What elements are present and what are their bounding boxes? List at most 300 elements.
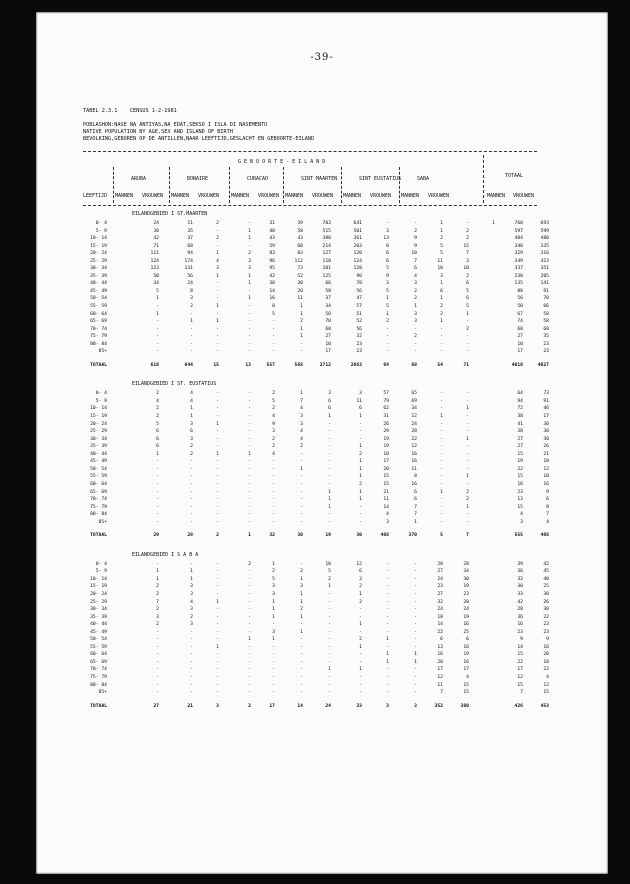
- value-cell: -: [359, 436, 362, 442]
- value-cell: 24: [325, 703, 331, 709]
- value-cell: -: [156, 504, 159, 510]
- table-row: [83, 576, 549, 584]
- value-cell: 1: [466, 436, 469, 442]
- age-group-label: 0- 4: [95, 561, 107, 567]
- value-cell: -: [466, 414, 469, 420]
- age-group-label: TOTAAL: [90, 362, 107, 368]
- age-group-label: 70- 74: [90, 326, 107, 332]
- population-table: [83, 149, 549, 710]
- value-cell: -: [386, 334, 389, 340]
- value-cell: 5: [440, 533, 443, 539]
- value-cell: -: [300, 451, 303, 457]
- women-header: VROUWEN: [370, 193, 392, 199]
- value-cell: 23: [356, 341, 362, 347]
- women-header: VROUWEN: [258, 193, 280, 199]
- value-cell: 4: [466, 674, 469, 680]
- value-cell: -: [386, 607, 389, 613]
- value-cell: 128: [353, 266, 362, 272]
- value-cell: 3: [216, 266, 219, 272]
- value-cell: 37: [187, 236, 193, 242]
- table-body: [83, 209, 549, 710]
- value-cell: 15: [463, 690, 469, 696]
- value-cell: 2: [414, 228, 417, 234]
- table-row: [83, 674, 549, 682]
- value-cell: 95: [269, 266, 275, 272]
- value-cell: 5: [466, 288, 469, 294]
- header-rule: [83, 205, 537, 207]
- value-cell: -: [190, 497, 193, 503]
- value-cell: 20: [383, 466, 389, 472]
- value-cell: 96: [269, 258, 275, 264]
- value-cell: 760: [514, 221, 523, 226]
- value-cell: -: [386, 326, 389, 332]
- value-cell: -: [272, 519, 275, 525]
- value-cell: 1: [300, 599, 303, 605]
- value-cell: 24: [187, 281, 193, 287]
- value-cell: 9: [414, 243, 417, 249]
- value-cell: 22: [411, 436, 417, 442]
- value-cell: 1: [440, 296, 443, 302]
- value-cell: -: [190, 504, 193, 510]
- table-row: [83, 504, 549, 512]
- value-cell: 1: [216, 304, 219, 310]
- value-cell: 124: [150, 258, 159, 264]
- value-cell: -: [216, 444, 219, 450]
- value-cell: -: [466, 459, 469, 465]
- value-cell: 2: [156, 607, 159, 613]
- value-cell: -: [248, 504, 251, 510]
- age-group-label: 70- 74: [90, 497, 107, 503]
- value-cell: -: [156, 497, 159, 503]
- value-cell: 52: [297, 273, 303, 279]
- value-cell: 2: [440, 304, 443, 310]
- value-cell: -: [328, 421, 331, 427]
- value-cell: 91: [543, 288, 549, 294]
- value-cell: 2: [359, 584, 362, 590]
- table-row: [83, 591, 549, 599]
- value-cell: 22: [543, 667, 549, 673]
- value-cell: 13: [245, 362, 251, 368]
- value-cell: 56: [356, 326, 362, 332]
- age-group-label: 5- 9: [95, 569, 107, 575]
- value-cell: 1: [440, 414, 443, 420]
- value-cell: 45: [543, 569, 549, 575]
- value-cell: 3: [386, 519, 389, 525]
- value-cell: 1: [272, 614, 275, 620]
- value-cell: 11: [411, 466, 417, 472]
- value-cell: -: [190, 682, 193, 688]
- value-cell: 453: [540, 703, 549, 709]
- value-cell: -: [414, 629, 417, 635]
- value-cell: 6: [156, 429, 159, 435]
- value-cell: 1: [248, 281, 251, 287]
- value-cell: -: [272, 326, 275, 332]
- value-cell: 27: [325, 334, 331, 340]
- column-divider: [341, 167, 342, 203]
- value-cell: 2: [190, 444, 193, 450]
- value-cell: 60: [517, 326, 523, 332]
- value-cell: 42: [543, 561, 549, 567]
- value-cell: 1: [190, 319, 193, 325]
- table-row: [83, 235, 549, 243]
- value-cell: -: [272, 497, 275, 503]
- value-cell: 480: [540, 236, 549, 242]
- value-cell: 13: [383, 236, 389, 242]
- value-cell: -: [440, 429, 443, 435]
- value-cell: 380: [322, 236, 331, 242]
- value-cell: -: [248, 614, 251, 620]
- value-cell: 42: [517, 599, 523, 605]
- age-group-label: 55- 59: [90, 474, 107, 480]
- value-cell: 6: [466, 281, 469, 287]
- value-cell: 51: [356, 311, 362, 317]
- value-cell: 26: [543, 599, 549, 605]
- value-cell: -: [248, 466, 251, 472]
- value-cell: 3: [440, 273, 443, 279]
- table-row: [83, 220, 549, 228]
- value-cell: -: [216, 519, 219, 525]
- value-cell: 1: [248, 533, 251, 539]
- value-cell: 23: [543, 349, 549, 355]
- value-cell: -: [216, 682, 219, 688]
- value-cell: 4018: [511, 362, 523, 368]
- value-cell: -: [440, 334, 443, 340]
- value-cell: 24: [463, 607, 469, 613]
- value-cell: 1: [156, 451, 159, 457]
- value-cell: -: [216, 614, 219, 620]
- value-cell: 1: [216, 599, 219, 605]
- value-cell: 2: [386, 319, 389, 325]
- age-group-label: 80- 84: [90, 682, 107, 688]
- value-cell: 66: [325, 281, 331, 287]
- value-cell: -: [440, 466, 443, 472]
- value-cell: -: [156, 474, 159, 480]
- value-cell: -: [466, 421, 469, 427]
- value-cell: -: [440, 451, 443, 457]
- value-cell: -: [328, 607, 331, 613]
- value-cell: 2: [190, 451, 193, 457]
- value-cell: 70: [325, 319, 331, 325]
- value-cell: 3: [386, 228, 389, 234]
- table-row: [83, 243, 549, 251]
- value-cell: 4: [520, 512, 523, 518]
- value-cell: -: [328, 436, 331, 442]
- value-cell: 3: [190, 607, 193, 613]
- value-cell: -: [328, 652, 331, 658]
- age-group-label: 30- 34: [90, 436, 107, 442]
- value-cell: 4: [190, 599, 193, 605]
- value-cell: -: [466, 512, 469, 518]
- value-cell: 1: [190, 414, 193, 420]
- value-cell: 10: [325, 561, 331, 567]
- value-cell: 6: [546, 497, 549, 503]
- age-group-label: 25- 29: [90, 429, 107, 435]
- value-cell: 15: [213, 362, 219, 368]
- value-cell: 2712: [319, 362, 331, 368]
- value-cell: -: [440, 436, 443, 442]
- value-cell: -: [216, 326, 219, 332]
- value-cell: -: [466, 391, 469, 397]
- value-cell: 568: [294, 362, 303, 368]
- value-cell: 17: [517, 667, 523, 673]
- value-cell: 30: [297, 533, 303, 539]
- table-row: [83, 599, 549, 607]
- value-cell: 3: [414, 311, 417, 317]
- value-cell: 1: [216, 644, 219, 650]
- value-cell: 14: [383, 504, 389, 510]
- value-cell: 2: [216, 533, 219, 539]
- value-cell: -: [248, 591, 251, 597]
- value-cell: 79: [383, 398, 389, 404]
- value-cell: 1: [300, 614, 303, 620]
- island-header: SINT MAARTEN: [301, 176, 338, 182]
- value-cell: 2: [414, 296, 417, 302]
- value-cell: -: [440, 398, 443, 404]
- value-cell: -: [386, 569, 389, 575]
- value-cell: 337: [514, 266, 523, 272]
- value-cell: -: [386, 591, 389, 597]
- value-cell: -: [216, 607, 219, 613]
- men-header: MANNEN: [115, 193, 134, 199]
- value-cell: 30: [543, 436, 549, 442]
- value-cell: 33: [517, 591, 523, 597]
- value-cell: 19: [463, 614, 469, 620]
- value-cell: 6: [359, 406, 362, 412]
- value-cell: 17: [543, 414, 549, 420]
- table-row: [83, 258, 549, 266]
- value-cell: -: [328, 644, 331, 650]
- value-cell: 2: [156, 391, 159, 397]
- value-cell: -: [216, 288, 219, 294]
- age-header: LEEFTIJD: [83, 193, 108, 199]
- value-cell: 2: [440, 236, 443, 242]
- value-cell: 2: [359, 451, 362, 457]
- value-cell: -: [190, 311, 193, 317]
- value-cell: -: [190, 489, 193, 495]
- value-cell: 214: [322, 243, 331, 249]
- column-divider: [399, 167, 400, 203]
- value-cell: 127: [322, 251, 331, 257]
- value-cell: 27: [437, 569, 443, 575]
- value-cell: 60: [297, 243, 303, 249]
- value-cell: 23: [517, 489, 523, 495]
- value-cell: 94: [517, 398, 523, 404]
- value-cell: -: [248, 326, 251, 332]
- value-cell: 1: [440, 319, 443, 325]
- value-cell: -: [216, 629, 219, 635]
- value-cell: 34: [411, 406, 417, 412]
- value-cell: -: [272, 474, 275, 480]
- value-cell: 4: [300, 429, 303, 435]
- value-cell: 6: [414, 489, 417, 495]
- value-cell: -: [300, 481, 303, 487]
- table-row: [83, 265, 549, 273]
- value-cell: -: [272, 334, 275, 340]
- age-group-label: 20- 24: [90, 591, 107, 597]
- value-cell: 26: [383, 421, 389, 427]
- value-cell: -: [414, 667, 417, 673]
- value-cell: -: [386, 682, 389, 688]
- value-cell: 50: [153, 273, 159, 279]
- value-cell: 1: [272, 607, 275, 613]
- value-cell: 34: [153, 281, 159, 287]
- value-cell: -: [248, 512, 251, 518]
- value-cell: 4: [546, 674, 549, 680]
- value-cell: -: [328, 451, 331, 457]
- value-cell: 3: [300, 584, 303, 590]
- value-cell: 6: [156, 436, 159, 442]
- value-cell: 22: [543, 614, 549, 620]
- value-cell: -: [216, 659, 219, 665]
- value-cell: -: [440, 481, 443, 487]
- value-cell: 62: [383, 406, 389, 412]
- table-row: [83, 333, 549, 341]
- census-date: CENSUS 1-2-1981: [129, 108, 177, 114]
- value-cell: -: [440, 444, 443, 450]
- value-cell: -: [272, 349, 275, 355]
- value-cell: -: [300, 512, 303, 518]
- value-cell: -: [216, 466, 219, 472]
- value-cell: -: [272, 504, 275, 510]
- value-cell: 1: [466, 474, 469, 480]
- value-cell: -: [248, 690, 251, 696]
- age-group-label: TOTAAL: [90, 533, 107, 539]
- value-cell: -: [216, 436, 219, 442]
- age-group-label: 10- 14: [90, 406, 107, 412]
- value-cell: 1: [248, 637, 251, 643]
- value-cell: -: [328, 622, 331, 628]
- value-cell: 28: [437, 561, 443, 567]
- value-cell: 38: [517, 429, 523, 435]
- value-cell: 1: [248, 296, 251, 302]
- value-cell: -: [328, 690, 331, 696]
- value-cell: 316: [540, 251, 549, 257]
- table-row: [83, 651, 549, 659]
- value-cell: -: [414, 341, 417, 347]
- value-cell: 703: [322, 221, 331, 226]
- value-cell: 65: [411, 391, 417, 397]
- value-cell: 3: [386, 281, 389, 287]
- value-cell: 1: [190, 569, 193, 575]
- value-cell: -: [440, 474, 443, 480]
- age-group-label: 60- 64: [90, 311, 107, 317]
- value-cell: 17: [383, 459, 389, 465]
- value-cell: -: [466, 519, 469, 525]
- value-cell: 57: [383, 391, 389, 397]
- value-cell: -: [466, 341, 469, 347]
- age-group-label: 50- 54: [90, 466, 107, 472]
- value-cell: 120: [353, 251, 362, 257]
- value-cell: 8: [386, 243, 389, 249]
- value-cell: 1: [300, 326, 303, 332]
- table-row: [83, 303, 549, 311]
- age-group-label: 50- 54: [90, 637, 107, 643]
- value-cell: -: [386, 561, 389, 567]
- value-cell: 335: [540, 243, 549, 249]
- value-cell: 47: [356, 296, 362, 302]
- value-cell: -: [216, 561, 219, 567]
- value-cell: 2: [248, 561, 251, 567]
- table-row: [83, 666, 549, 674]
- value-cell: 10: [437, 266, 443, 272]
- value-cell: -: [359, 682, 362, 688]
- value-cell: 1: [414, 652, 417, 658]
- section-title: EILANDGEBIED I ST. EUSTATIUS: [132, 381, 217, 388]
- table-row: [83, 473, 549, 481]
- value-cell: 12: [411, 444, 417, 450]
- value-cell: -: [156, 304, 159, 310]
- value-cell: 9: [546, 489, 549, 495]
- value-cell: -: [386, 614, 389, 620]
- total-header: TOTAAL: [505, 173, 524, 179]
- value-cell: 1: [359, 622, 362, 628]
- value-cell: 2: [156, 584, 159, 590]
- value-cell: -: [328, 637, 331, 643]
- value-cell: 17: [269, 703, 275, 709]
- value-cell: 30: [543, 421, 549, 427]
- value-cell: -: [414, 576, 417, 582]
- value-cell: -: [216, 243, 219, 249]
- value-cell: 1: [440, 221, 443, 226]
- value-cell: -: [440, 406, 443, 412]
- value-cell: 15: [463, 682, 469, 688]
- value-cell: 7: [414, 258, 417, 264]
- table-row: [83, 443, 549, 451]
- value-cell: 19: [463, 652, 469, 658]
- age-group-label: 20- 24: [90, 251, 107, 257]
- value-cell: -: [216, 667, 219, 673]
- value-cell: 41: [517, 421, 523, 427]
- age-group-label: 75- 79: [90, 504, 107, 510]
- value-cell: 46: [543, 406, 549, 412]
- value-cell: 3: [190, 436, 193, 442]
- value-cell: -: [248, 481, 251, 487]
- value-cell: 74: [517, 319, 523, 325]
- value-cell: -: [216, 429, 219, 435]
- value-cell: 1: [359, 474, 362, 480]
- value-cell: 4: [216, 258, 219, 264]
- value-cell: 22: [437, 629, 443, 635]
- value-cell: -: [216, 311, 219, 317]
- value-cell: 5: [272, 398, 275, 404]
- value-cell: -: [216, 584, 219, 590]
- value-cell: 1: [466, 504, 469, 510]
- value-cell: 1: [359, 497, 362, 503]
- value-cell: 203: [353, 243, 362, 249]
- value-cell: 2: [300, 319, 303, 325]
- value-cell: 693: [540, 221, 549, 226]
- value-cell: 141: [540, 281, 549, 287]
- value-cell: 94: [187, 251, 193, 257]
- value-cell: 72: [517, 406, 523, 412]
- value-cell: 2: [414, 334, 417, 340]
- age-group-label: 45- 49: [90, 288, 107, 294]
- value-cell: -: [386, 667, 389, 673]
- value-cell: 1: [300, 304, 303, 310]
- page-number: -39-: [310, 52, 334, 63]
- value-cell: -: [248, 569, 251, 575]
- value-cell: -: [248, 644, 251, 650]
- value-cell: 2: [156, 406, 159, 412]
- age-group-label: 65- 69: [90, 489, 107, 495]
- value-cell: 27: [517, 334, 523, 340]
- value-cell: -: [248, 584, 251, 590]
- age-group-label: 80- 84: [90, 341, 107, 347]
- table-row: [83, 644, 549, 652]
- value-cell: -: [386, 349, 389, 355]
- value-cell: 9: [386, 273, 389, 279]
- value-cell: -: [156, 512, 159, 518]
